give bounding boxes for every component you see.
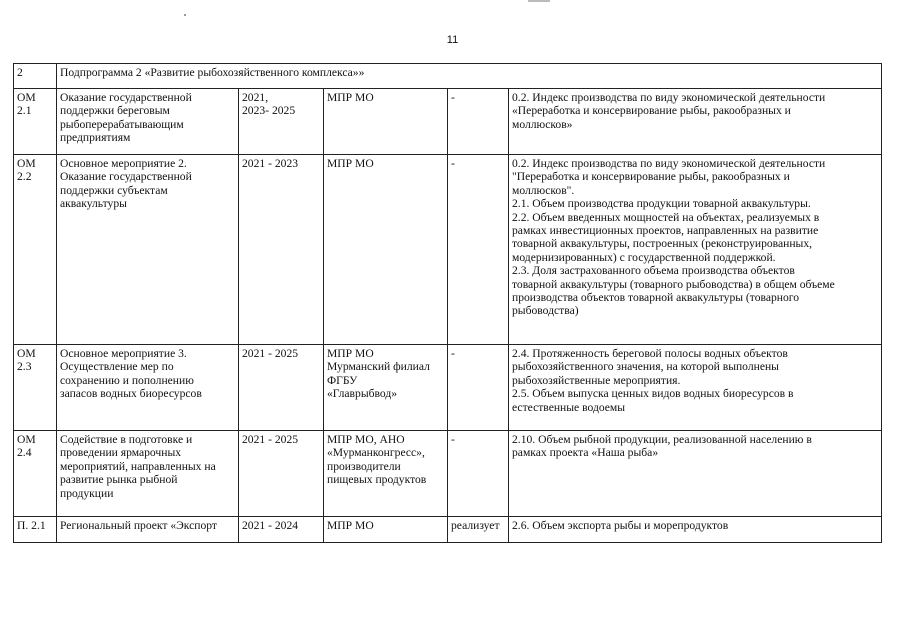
cell-participant <box>448 89 509 155</box>
cell-period <box>239 345 324 431</box>
cell-text: 0.2. Индекс производства по виду экономической деятельности <box>512 157 826 170</box>
cell-text: 2.3. Доля застрахованного объема производства объектов <box>512 264 795 278</box>
cell-text: Содействие в подготовке и <box>60 433 193 446</box>
cell-text: 2021 - 2025 <box>242 433 299 446</box>
cell-text: ОМ <box>17 91 36 104</box>
cell-text: 2.6. Объем экспорта рыбы и морепродуктов <box>512 519 729 532</box>
cell-text: 2021 - 2023 <box>242 157 299 170</box>
table-row <box>14 155 882 345</box>
cell-text: МПР МО <box>327 347 374 360</box>
cell-text: - <box>451 91 455 104</box>
cell-text: реализует <box>451 519 500 532</box>
cell-period <box>239 89 324 155</box>
cell-text: "Переработка и консервирование рыбы, ракообразных и <box>512 170 790 184</box>
cell-text: продукции <box>60 486 114 500</box>
table-row <box>14 89 882 155</box>
cell-text: «Мурманконгресс», <box>327 446 425 460</box>
scan-dot <box>184 14 186 16</box>
page-number: 11 <box>446 34 459 46</box>
cell-text: производства объектов товарной аквакультуры (товарного <box>512 291 800 305</box>
cell-text: проведении ярмарочных <box>60 446 182 460</box>
cell-participant <box>448 431 509 517</box>
cell-text: Оказание государственной <box>60 170 192 184</box>
cell-text: 2.2. Объем введенных мощностей на объектах, реализуемых в <box>512 210 820 224</box>
cell-text: 2.4 <box>17 446 32 460</box>
cell-text: поддержки субъектам <box>60 183 168 197</box>
cell-executor <box>324 431 448 517</box>
cell-text: Основное мероприятие 2. <box>60 157 187 170</box>
cell-text: П. 2.1 <box>17 519 46 532</box>
cell-name <box>57 431 239 517</box>
cell-text: 2.1 <box>17 104 32 118</box>
scan-artifact <box>528 0 550 2</box>
cell-text: ОМ <box>17 347 36 360</box>
cell-code <box>14 89 57 155</box>
cell-text: 2.5. Объем выпуска ценных видов водных биоресурсов в <box>512 387 794 401</box>
cell-text: аквакультуры <box>60 197 127 211</box>
cell-executor <box>324 155 448 345</box>
cell-executor <box>324 517 448 543</box>
cell-text: предприятиям <box>60 131 131 145</box>
program-table <box>13 63 882 543</box>
cell-text: модернизированных) с государственной поддержкой. <box>512 250 776 264</box>
cell-text: товарной аквакультуры (товарного рыбоводства) в общем объеме <box>512 277 835 291</box>
cell-executor <box>324 345 448 431</box>
cell-text: ФГБУ <box>327 373 358 387</box>
cell-text: 2021, <box>242 91 269 104</box>
cell-period <box>239 517 324 543</box>
cell-text: Основное мероприятие 3. <box>60 347 187 360</box>
cell-indicators <box>509 89 882 155</box>
cell-text: рамках инвестиционных проектов, направленных на развитие <box>512 224 819 238</box>
cell-code <box>14 155 57 345</box>
cell-text: рыбохозяйственного значения, на которой выполнены <box>512 360 779 374</box>
cell-text: 0.2. Индекс производства по виду экономической деятельности <box>512 91 826 104</box>
cell-text: Осуществление мер по <box>60 360 174 374</box>
cell-text: 2023- 2025 <box>242 104 296 118</box>
cell-code <box>14 345 57 431</box>
cell-executor <box>324 89 448 155</box>
cell-text: 2.2 <box>17 170 32 184</box>
cell-text: моллюсков". <box>512 183 575 197</box>
cell-text: 2.3 <box>17 360 32 374</box>
cell-text: 2021 - 2025 <box>242 347 299 360</box>
cell-name <box>57 517 239 543</box>
cell-participant <box>448 155 509 345</box>
cell-text: 2.4. Протяженность береговой полосы водных объектов <box>512 347 788 360</box>
cell-text: - <box>451 347 455 360</box>
cell-text: сохранению и пополнению <box>60 373 194 387</box>
table-row <box>14 431 882 517</box>
table-row <box>14 517 882 543</box>
table-row <box>14 345 882 431</box>
subprogram-number: 2 <box>14 64 57 89</box>
cell-text: - <box>451 157 455 170</box>
cell-text: Оказание государственной <box>60 91 192 104</box>
cell-text: рыбоводства) <box>512 304 579 318</box>
cell-text: 2.1. Объем производства продукции товарной аквакультуры. <box>512 197 811 211</box>
cell-text: - <box>451 433 455 446</box>
cell-indicators <box>509 431 882 517</box>
cell-indicators <box>509 517 882 543</box>
cell-period <box>239 155 324 345</box>
cell-text: «Переработка и консервирование рыбы, ракообразных и <box>512 104 791 118</box>
cell-text: МПР МО, АНО <box>327 433 405 446</box>
cell-text: товарной аквакультуры, построенных (реконструированных, <box>512 237 813 251</box>
cell-name <box>57 345 239 431</box>
cell-text: Региональный проект «Экспорт <box>60 519 218 532</box>
cell-text: запасов водных биоресурсов <box>60 387 202 401</box>
cell-text: МПР МО <box>327 91 374 104</box>
cell-period <box>239 431 324 517</box>
cell-text: рыбоперерабатывающим <box>60 117 184 131</box>
cell-text: естественные водоемы <box>512 400 626 414</box>
cell-text: ОМ <box>17 157 36 170</box>
cell-text: МПР МО <box>327 519 374 532</box>
cell-text: Мурманский филиал <box>327 360 430 374</box>
cell-text: 2.10. Объем рыбной продукции, реализованной населению в <box>512 433 812 446</box>
cell-text: моллюсков» <box>512 117 573 131</box>
cell-text: рыбохозяйственные мероприятия. <box>512 373 681 387</box>
cell-text: МПР МО <box>327 157 374 170</box>
cell-indicators <box>509 345 882 431</box>
cell-code <box>14 517 57 543</box>
cell-name <box>57 155 239 345</box>
cell-text: 2021 - 2024 <box>242 519 299 532</box>
cell-indicators <box>509 155 882 345</box>
subprogram-header-row <box>14 64 882 89</box>
cell-text: производители <box>327 459 401 473</box>
cell-text: поддержки береговым <box>60 104 170 118</box>
cell-text: рамках проекта «Наша рыба» <box>512 446 659 460</box>
cell-name <box>57 89 239 155</box>
cell-text: мероприятий, направленных на <box>60 459 216 473</box>
cell-text: развитие рынка рыбной <box>60 473 178 487</box>
cell-text: ОМ <box>17 433 36 446</box>
cell-participant <box>448 517 509 543</box>
cell-text: «Главрыбвод» <box>327 387 398 401</box>
cell-text: пищевых продуктов <box>327 473 427 487</box>
table-body <box>14 64 882 543</box>
cell-code <box>14 431 57 517</box>
subprogram-title: Подпрограмма 2 «Развитие рыбохозяйственного комплекса»» <box>57 64 882 89</box>
cell-participant <box>448 345 509 431</box>
